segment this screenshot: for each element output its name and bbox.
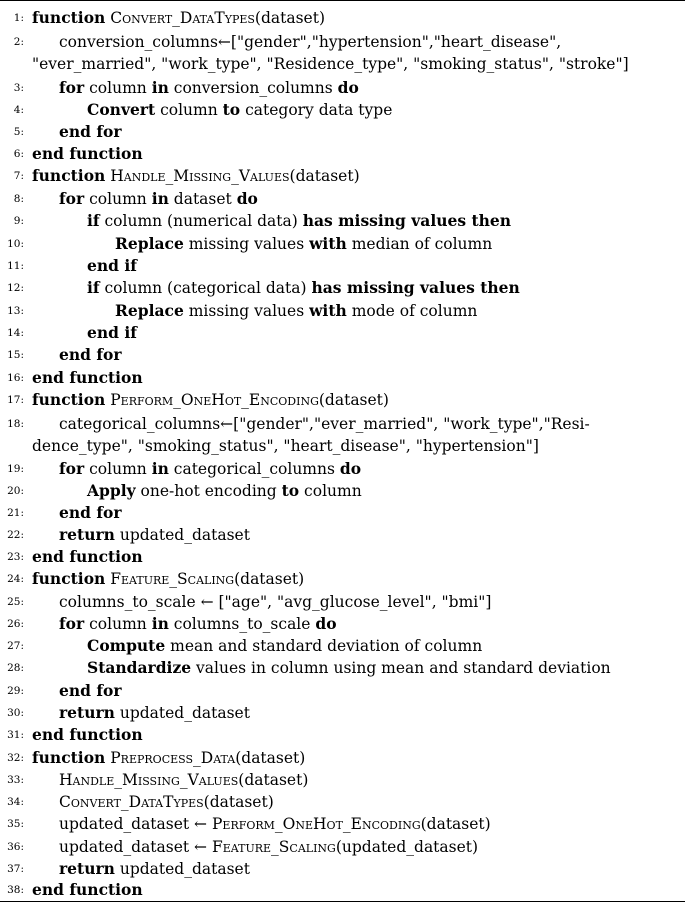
line-number: 31:: [7, 729, 24, 741]
line-number: 19:: [7, 463, 24, 475]
line-number: 30:: [7, 707, 24, 719]
line-number: 38:: [7, 884, 24, 896]
line-number: 20:: [7, 485, 24, 497]
line-number: 24:: [7, 573, 24, 585]
line-number: 6:: [13, 148, 24, 160]
line-number: 25:: [7, 596, 24, 608]
function-name: Convert_DataTypes: [110, 9, 255, 27]
line-number: 23:: [7, 551, 24, 563]
function-name: Feature_Scaling: [211, 838, 336, 856]
line-number: 7:: [13, 170, 24, 182]
function-name: Preprocess_Data: [110, 749, 236, 767]
line-number: 33:: [7, 774, 24, 786]
line-number: 15:: [7, 349, 24, 361]
line-number: 36:: [7, 841, 24, 853]
keyword: function: [32, 8, 106, 27]
line-number: 22:: [7, 529, 24, 541]
function-name: Perform_OneHot_Encoding: [211, 815, 421, 833]
line-number: 29:: [7, 685, 24, 697]
line-number: 35:: [7, 818, 24, 830]
continuation-text: "ever_married", "work_type", "Residence_type", "smoking_status", "stroke"]: [32, 55, 629, 73]
line-number: 21:: [7, 507, 24, 519]
continuation-text: dence_type", "smoking_status", "heart_disease", "hypertension"]: [32, 437, 539, 455]
line-number: 2:: [13, 36, 24, 48]
line-number: 11:: [7, 260, 24, 272]
line-number: 27:: [7, 640, 24, 652]
function-name: Handle_Missing_Values: [110, 167, 290, 185]
function-name: Feature_Scaling: [110, 570, 235, 588]
function-args: (dataset): [254, 9, 326, 27]
line-number: 4:: [13, 104, 24, 116]
line-number: 1:: [13, 12, 24, 24]
line-number: 16:: [7, 372, 24, 384]
line-number: 34:: [7, 796, 24, 808]
algorithm-block: 1: function Convert_DataTypes(dataset) 2: conversion_columns ← ["gender", "hypertension", "heart_disease", "ever_married", "work_type", "Residence_type", "smoking_status", "stroke"] 3: for column in conversion_columns do 4: Convert column to category data type 5: end for 6: end function 7: function Handle_Missing_Values(dataset) 8: for column in dataset do 9: if column (numerical data) has missing values then 10: Replace missing values with median of column 11: end if 12: if column (categorical data) has missing values then 13: Replace missing values with mode of column 14: end if 15: end for 16: end function 17: function Perform_OneHot_Encoding(dataset) 18: categorical_columns ← ["gender", "ever_married" , "work_type", "Resi- dence_type", "smoking_status", "heart_disease", "hypertension"] 19: for column in categorical_columns do 20: Apply one-hot encoding to column 21: end for 22: return updated_dataset 23: end function 24: function Feature_Scaling(dataset) 25: columns_to_scale ← ["age", "avg_glucose_level", "bmi"] 26: for column in columns_to_scale do 27: Compute mean and standard deviation of column 28: Standardize values in column using mean and standard deviation 29: end for 30: return updated_dataset 31: end function 32: function Preprocess_Data(dataset) 33: Handle_Missing_Values(dataset) 34: Convert_DataTypes(dataset) 35: updated_dataset ← Perform_OneHot_Encoding(dataset) 36: updated_dataset ← Feature_Scaling(updated_dataset) 37: return updated_dataset 38: end function: [0, 0, 685, 902]
line-number: 12:: [7, 282, 24, 294]
function-name: Perform_OneHot_Encoding: [110, 391, 319, 409]
line-number: 13:: [7, 305, 24, 317]
line-number: 8:: [13, 193, 24, 205]
line-number: 26:: [7, 618, 24, 630]
line-number: 5:: [13, 126, 24, 138]
line-number: 9:: [13, 215, 24, 227]
line-number: 37:: [7, 863, 24, 875]
line-number: 18:: [7, 418, 24, 430]
function-name: Convert_DataTypes: [59, 793, 204, 811]
line-number: 3:: [13, 82, 24, 94]
line-number: 17:: [7, 394, 24, 406]
line-number: 14:: [7, 327, 24, 339]
function-name: Handle_Missing_Values: [59, 771, 239, 789]
line-number: 10:: [7, 238, 24, 250]
line-number: 32:: [7, 752, 24, 764]
line-number: 28:: [7, 662, 24, 674]
